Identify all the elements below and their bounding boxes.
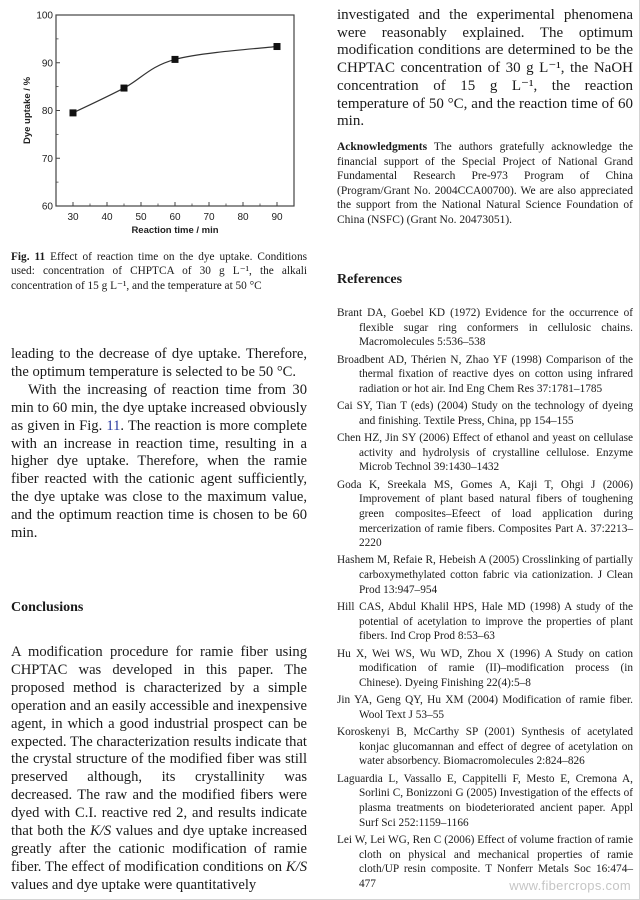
- left-column-body: [11, 346, 307, 543]
- reference-item: Hu X, Wei WS, Wu WD, Zhou X (1996) A Study on cation modification of ramie (II)–modification process (in Chinese). Dyeing Finishing 22(4):5–8: [337, 647, 633, 689]
- paragraph-temperature: leading to the decrease of dye uptake. Therefore, the optimum temperature is selected to be 50 °C.: [11, 346, 307, 380]
- data-point-square: [70, 109, 77, 116]
- y-tick-label: 100: [36, 10, 53, 22]
- reference-item: Broadbent AD, Thérien N, Zhao YF (1998) Comparison of the thermal fixation of reactive dyes on cotton using infrared radiation or hot air. Ind Eng Chem Res 37:1781–1785: [337, 353, 633, 395]
- reference-item: Hill CAS, Abdul Khalil HPS, Hale MD (1998) A study of the potential of acetylation to improve the properties of plant fibers. Ind Crop Prod 8:53–63: [337, 601, 633, 643]
- x-tick-label: 60: [169, 212, 181, 223]
- plot-frame: [56, 15, 294, 206]
- y-tick-label: 70: [41, 153, 53, 165]
- figure-caption-text: Effect of reaction time on the dye uptake. Conditions used: concentration of CHPTCA of 30 g L⁻¹, the alkali concentration of 15 g L⁻¹, and the temperature at 50 °C: [11, 251, 308, 292]
- reference-item: Cai SY, Tian T (eds) (2004) Study on the technology of dyeing and finishing. Textile Press, China, pp 154–155: [337, 400, 633, 427]
- reference-item: Jin YA, Geng QY, Hu XM (2004) Modification of ramie fiber. Wool Text J 53–55: [337, 694, 633, 721]
- ks-term: K/S: [285, 858, 307, 875]
- chart-svg: [0, 0, 320, 240]
- reference-item: Lei W, Lei WG, Ren C (2006) Effect of volume fraction of ramie cloth on physical and mechanical properties of ramie cloth/UP resin composite. T Nonferr Metals Soc 16:474–477: [337, 833, 633, 890]
- paragraph-text: A modification procedure for ramie fiber using CHPTAC was developed in this paper. The proposed method is characterized by a simple operation and an easily accessible and inexpensive agent, in which a good industrial prospect can be expected. The characterization results indicate that the crystal structure of the modified fiber was still preserved although, its crystallinity was decreased. The raw and the modified fibers were dyed with C.I. reactive red 2, and results indicate that both the: [11, 644, 307, 840]
- reference-item: Brant DA, Goebel KD (1972) Evidence for the occurrence of flexible sugar ring conformers in cellulosic chains. Macromolecules 5:536–538: [337, 307, 633, 349]
- data-point-square: [172, 56, 179, 63]
- conclusions-continuation: investigated and the experimental phenomena were reasonably explained. The optimum modification conditions are determined to be the CHPTAC concentration of 30 g L⁻¹, the NaOH concentration of 15 g L⁻¹, the reaction temperature of 50 °C, and the reaction time of 60 min.: [337, 7, 633, 130]
- reference-item: Chen HZ, Jin SY (2006) Effect of ethanol and yeast on cellulase activity and hydrolysis of crystalline cellulose. Enzyme Microb Technol 39:1430–1432: [337, 432, 633, 474]
- references-heading: References: [337, 272, 403, 287]
- references-list: [337, 306, 633, 894]
- series-points: [70, 43, 281, 116]
- conclusions-body: [11, 644, 307, 895]
- x-tick-label: 90: [271, 212, 283, 223]
- reference-item: Goda K, Sreekala MS, Gomes A, Kaji T, Ohgi J (2006) Improvement of plant based natural fibers of toughening green composites–Efeect of load application during mercerization of ramie fibers. Composites Part A. 37:2213–2220: [337, 478, 633, 550]
- ks-term: K/S: [90, 823, 112, 840]
- x-tick-label: 80: [237, 212, 249, 223]
- chart-axes: [56, 15, 294, 206]
- x-tick-label: 70: [203, 212, 215, 223]
- paragraph-text: With the increasing of reaction time from 30 min to 60 min, the dye uptake increased obviously as given in Fig.: [11, 381, 307, 434]
- x-tick-label: 50: [135, 212, 147, 223]
- y-tick-label: 90: [41, 58, 53, 70]
- paragraph-reaction-time: [11, 382, 307, 543]
- figure-caption: [11, 250, 307, 293]
- data-point-square: [121, 85, 128, 92]
- x-ticks: [67, 202, 283, 223]
- reference-item: Laguardia L, Vassallo E, Cappitelli F, Mesto E, Cremona A, Sorlini C, Bonizzoni G (2005) Investigation of the effects of plasma treatments on biodeteriorated ancient paper. Appl Surf Sci 252:1159–1166: [337, 772, 633, 829]
- y-axis-title: Dye uptake / %: [22, 76, 33, 145]
- figure-label: Fig. 11: [11, 251, 46, 263]
- figure-11-chart: [0, 0, 320, 240]
- conclusions-heading: Conclusions: [11, 600, 84, 615]
- y-tick-label: 80: [41, 106, 53, 117]
- paragraph-text: . The reaction is more complete with an increase in reaction time, resulting in a higher dye uptake. Therefore, when the ramie fiber reacted with the cationic agent sufficiently, the dye uptake was close to the maximum value, and the optimum reaction time is chosen to be 60 min.: [11, 417, 307, 542]
- paragraph-text: values and dye uptake were quantitatively: [11, 876, 257, 893]
- reference-item: Hashem M, Refaie R, Hebeish A (2005) Crosslinking of partially carboxymethylated cotton fabric via cationization. J Clean Prod 13:947–954: [337, 554, 633, 596]
- y-tick-label: 60: [41, 201, 53, 213]
- x-tick-label: 30: [67, 212, 79, 223]
- x-axis-title: Reaction time / min: [131, 225, 219, 236]
- watermark: www.fibercrops.com: [509, 878, 631, 893]
- x-tick-label: 40: [101, 212, 113, 223]
- data-point-square: [274, 43, 281, 50]
- figure-11-link[interactable]: 11: [106, 417, 121, 434]
- paragraph-text: values and dye uptake increased greatly after the cationic modification of ramie fiber. The effect of modification conditions on: [11, 823, 307, 875]
- acknowledgments: [337, 140, 633, 228]
- reference-item: Koroskenyi B, McCarthy SP (2001) Synthesis of acetylated konjac glucomannan and effect of degree of acetylation on water absorbency. Biomacromolecules 2:824–826: [337, 726, 633, 768]
- conclusions-paragraph: [11, 644, 307, 895]
- acknowledgments-heading: Acknowledgments: [337, 141, 428, 153]
- acknowledgments-text: The authors gratefully acknowledge the financial support of the Special Project of National Grand Fundamental Research Pre-973 Program of China (Program/Grant No. 2004CCA00700). We are also appreciated the support from the National Natural Science Foundation of China (NSFC) (Grant No. 20473051).: [337, 141, 633, 226]
